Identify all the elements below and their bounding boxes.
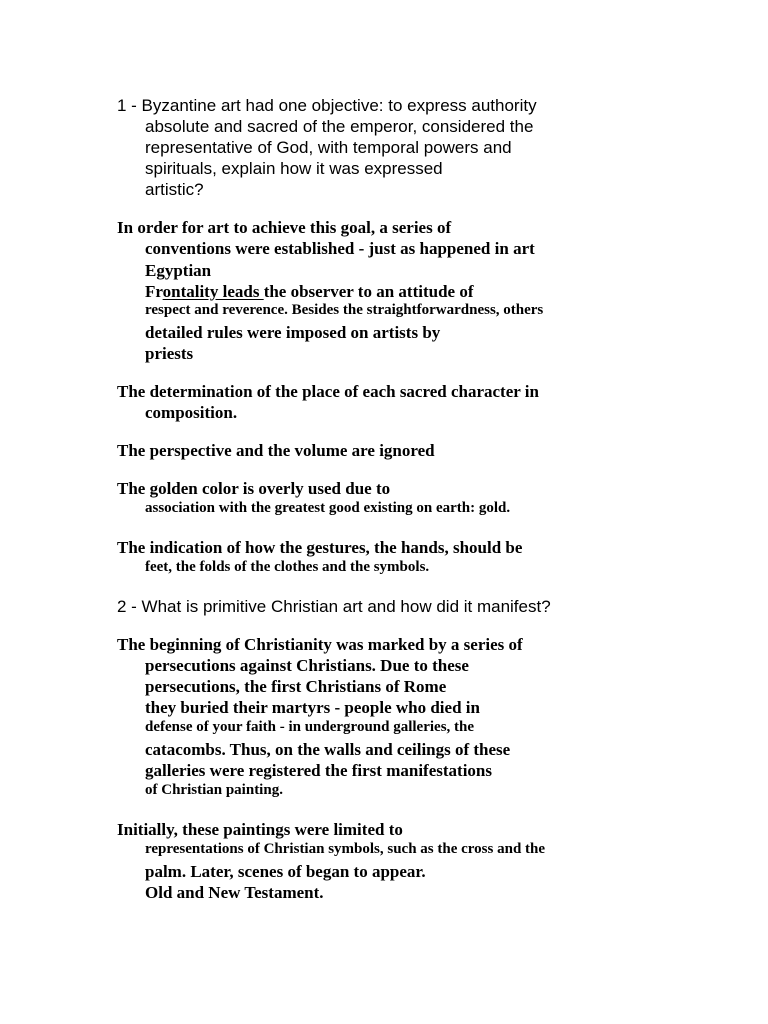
- question-1-line: spirituals, explain how it was expressed: [145, 159, 443, 178]
- answer-line: detailed rules were imposed on artists by: [145, 323, 441, 342]
- answer-line: representations of Christian symbols, such as the cross and the: [145, 841, 546, 857]
- answer-line: association with the greatest good existing on earth: gold.: [145, 500, 511, 516]
- answer-line: [145, 283, 473, 300]
- answer-line: priests: [145, 344, 194, 363]
- answer-line: persecutions, the first Christians of Rome: [145, 677, 447, 696]
- answer-line-segment: Fr: [145, 282, 163, 301]
- answer-line: The determination of the place of each sacred character in: [117, 382, 539, 401]
- question-1-line: absolute and sacred of the emperor, considered the: [145, 117, 534, 136]
- answer-line: The beginning of Christianity was marked by a series of: [117, 635, 523, 654]
- question-1-line: representative of God, with temporal powers and: [145, 138, 512, 157]
- answer-line: Initially, these paintings were limited to: [117, 820, 403, 839]
- answer-line: The perspective and the volume are ignored: [117, 441, 435, 460]
- answer-line: persecutions against Christians. Due to these: [145, 656, 469, 675]
- answer-line: conventions were established - just as happened in art: [145, 239, 535, 258]
- question-1-line: 1 - Byzantine art had one objective: to express authority: [117, 96, 537, 115]
- answer-line: palm. Later, scenes of began to appear.: [145, 862, 426, 881]
- question-1-line: artistic?: [145, 180, 204, 199]
- answer-line: The indication of how the gestures, the hands, should be: [117, 538, 523, 557]
- answer-line-segment: the observer to an attitude of: [263, 282, 474, 301]
- answer-line: In order for art to achieve this goal, a series of: [117, 218, 452, 237]
- answer-line: catacombs. Thus, on the walls and ceilings of these: [145, 740, 511, 759]
- answer-line: galleries were registered the first manifestations: [145, 761, 492, 780]
- answer-line: Egyptian: [145, 261, 212, 280]
- answer-line: composition.: [145, 403, 238, 422]
- answer-line: The golden color is overly used due to: [117, 479, 391, 498]
- answer-line: of Christian painting.: [145, 782, 283, 798]
- answer-line: feet, the folds of the clothes and the symbols.: [145, 559, 430, 575]
- underlined-phrase: ontality leads: [162, 282, 264, 301]
- question-2-line: 2 - What is primitive Christian art and how did it manifest?: [117, 597, 551, 616]
- answer-line: defense of your faith - in underground galleries, the: [145, 719, 475, 735]
- answer-line: Old and New Testament.: [145, 883, 324, 902]
- answer-line: they buried their martyrs - people who died in: [145, 698, 480, 717]
- answer-line: respect and reverence. Besides the straightforwardness, others: [145, 302, 544, 318]
